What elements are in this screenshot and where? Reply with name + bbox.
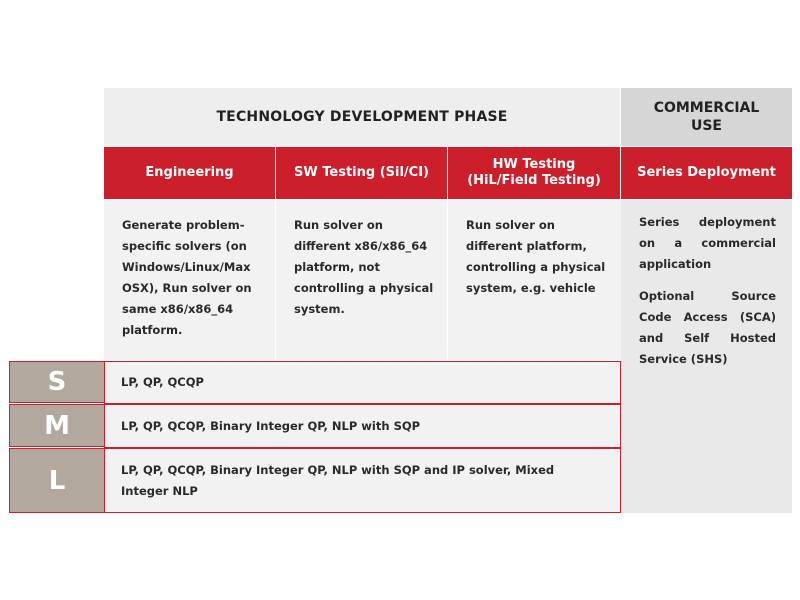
tier-features-l (104, 448, 621, 513)
description-engineering (104, 200, 275, 360)
tier-letter-text: M (44, 410, 70, 441)
commercial-title: COMMERCIAL USE (653, 100, 760, 134)
column-header-series-deployment (621, 147, 792, 199)
column-header-engineering (104, 147, 275, 199)
tier-features-text: LP, QP, QCQP (121, 375, 204, 389)
commercial-paragraph-1: Series deployment on a commercial application (639, 215, 776, 271)
tier-letter-text: L (48, 465, 66, 496)
tier-letter-s (9, 361, 104, 403)
tier-features-m (104, 404, 621, 448)
column-header-hw-testing (448, 147, 620, 199)
description-text: Run solver on different x86/x86_64 platform, not controlling a physical system. (294, 218, 434, 316)
column-header-sw-testing (276, 147, 447, 199)
tier-features-text: LP, QP, QCQP, Binary Integer QP, NLP with SQP (121, 418, 421, 433)
description-text: Generate problem-specific solvers (on Windows/Linux/Max OSX), Run solver on same x86/x86_64 platform. (122, 218, 252, 337)
commercial-paragraph-2: Optional Source Code Access (SCA) and Self Hosted Service (SHS) (639, 289, 776, 366)
phase-header (104, 88, 620, 146)
tier-features-s (104, 361, 621, 404)
column-title: HW Testing (492, 157, 576, 172)
description-hw-testing (448, 200, 621, 360)
column-subtitle: (HiL/Field Testing) (467, 173, 601, 188)
tier-letter-l (9, 448, 104, 513)
phase-title: TECHNOLOGY DEVELOPMENT PHASE (216, 109, 508, 125)
column-title: Engineering (145, 165, 234, 180)
description-sw-testing (276, 200, 447, 360)
description-text: Run solver on different platform, controlling a physical system, e.g. vehicle (466, 218, 606, 295)
column-title: Series Deployment (637, 165, 776, 180)
tier-features-text: LP, QP, QCQP, Binary Integer QP, NLP with SQP and IP solver, Mixed Integer NLP (121, 463, 555, 498)
commercial-header (621, 88, 792, 146)
column-title: SW Testing (Sil/CI) (294, 165, 429, 180)
description-series-deployment (621, 200, 792, 513)
tier-letter-m (9, 404, 104, 447)
tier-letter-text: S (47, 367, 67, 397)
